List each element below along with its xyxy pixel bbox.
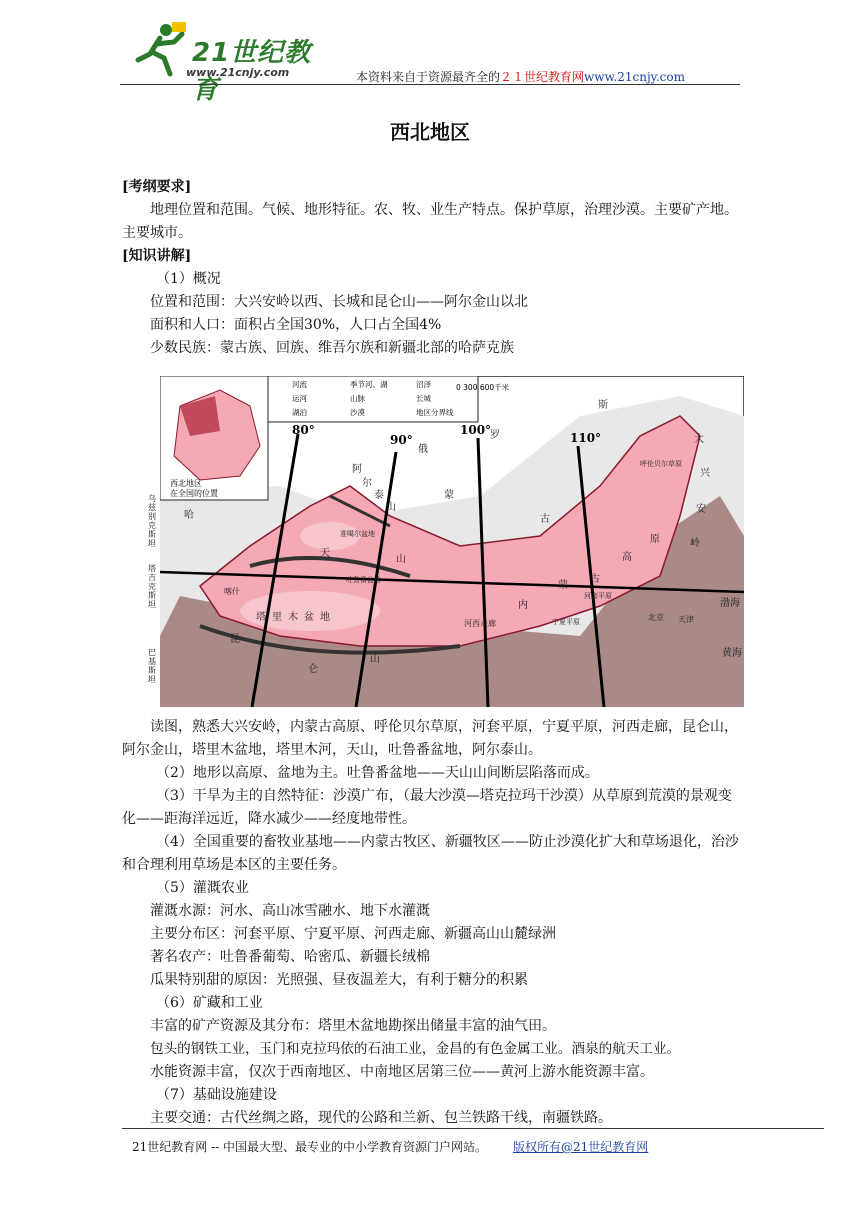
label-kunlun-2: 仑 xyxy=(308,664,318,675)
inset-caption-1: 西北地区 xyxy=(170,479,202,488)
label-turpan: 吐鲁番盆地 xyxy=(346,576,381,584)
inset-caption-2: 在全国的位置 xyxy=(170,489,218,498)
legend-desert: 沙漠 xyxy=(350,408,365,417)
paragraph-kaogang: 地理位置和范围。气候、地形特征。农、牧、业生产特点。保护草原，治理沙漠。主要矿产地。主要城市。 xyxy=(122,202,738,241)
label-dxal-4: 岭 xyxy=(690,538,700,549)
label-tarim-4: 盆 xyxy=(304,612,314,623)
side-label-uzbekistan: 乌兹别克斯坦 xyxy=(148,494,156,548)
paragraph-p2: （2）地形以高原、盆地为主。吐鲁番盆地——天山山间断层陷落而成。 xyxy=(156,765,599,781)
paragraph-p5d: 瓜果特别甜的原因：光照强、昼夜温差大，有利于糖分的积累 xyxy=(150,972,528,988)
label-junggar: 准噶尔盆地 xyxy=(340,530,375,538)
brand-logo xyxy=(130,20,330,105)
content-bottom xyxy=(122,716,742,1130)
label-huanghai: 黄海 xyxy=(722,648,742,659)
logo-text: 21世纪教育 xyxy=(192,38,312,105)
logo-url: www.21cnjy.com xyxy=(186,66,290,79)
northwest-region-map xyxy=(160,376,744,707)
label-dxal-3: 安 xyxy=(696,504,706,515)
legend-wall: 长城 xyxy=(416,394,431,403)
paragraph-p5c: 著名农产：吐鲁番葡萄、哈密瓜、新疆长绒棉 xyxy=(150,949,430,965)
label-tarim-5: 地 xyxy=(320,612,330,623)
runner-logo-icon xyxy=(130,20,190,80)
label-tianshan-1: 天 xyxy=(320,548,330,559)
label-bohai: 渤海 xyxy=(720,598,740,609)
section-heading-kaogang: [考纲要求] xyxy=(122,179,192,195)
paragraph-p6a: 丰富的矿产资源及其分布：塔里木盆地勘探出储量丰富的油气田。 xyxy=(150,1018,556,1034)
label-tarim-1: 塔 xyxy=(256,612,266,623)
label-altai-2: 尔 xyxy=(362,478,372,489)
footer-copyright-link[interactable]: 版权所有@21世纪教育网 xyxy=(513,1140,649,1154)
content-top xyxy=(122,176,742,360)
header-note-url[interactable]: www.21cnjy.com xyxy=(584,70,685,84)
label-ningxia: 宁夏平原 xyxy=(552,618,580,626)
longitude-label-90: 90° xyxy=(390,433,413,447)
footer-divider xyxy=(122,1128,824,1129)
label-hulun: 呼伦贝尔草原 xyxy=(640,460,682,468)
footer-left-text: 21世纪教育网 -- 中国最大型、最专业的中小学教育资源门户网站。 xyxy=(132,1140,488,1154)
side-label-tajikistan: 塔吉克斯坦 xyxy=(148,564,156,609)
paragraph-p1c: 少数民族：蒙古族、回族、维吾尔族和新疆北部的哈萨克族 xyxy=(150,340,514,356)
paragraph-p5: （5）灌溉农业 xyxy=(156,880,249,896)
header-note-brand: ２１世纪教育网 xyxy=(500,70,585,84)
page-footer xyxy=(132,1138,648,1155)
label-russia-1: 俄 xyxy=(418,444,428,455)
label-altai-3: 泰 xyxy=(374,490,384,501)
label-russia-3: 斯 xyxy=(598,400,608,411)
paragraph-p5b: 主要分布区：河套平原、宁夏平原、河西走廊、新疆高山山麓绿洲 xyxy=(150,926,556,942)
header-note-prefix: 本资料来自于资源最齐全的 xyxy=(356,70,501,84)
label-dxal-2: 兴 xyxy=(700,468,710,479)
label-kunlun-3: 山 xyxy=(370,654,380,665)
label-tianjin: 天津 xyxy=(678,615,694,624)
label-hetao: 河套平原 xyxy=(584,592,612,600)
paragraph-p4: （4）全国重要的畜牧业基地——内蒙古牧区、新疆牧区——防止沙漠化扩大和草场退化，治沙和合理利用草场是本区的主要任务。 xyxy=(122,834,739,873)
paragraph-p7: （7）基础设施建设 xyxy=(156,1087,277,1103)
longitude-label-100: 100° xyxy=(460,423,492,437)
label-mongolia-1: 蒙 xyxy=(444,490,454,501)
legend-scale: 0 300 600千米 xyxy=(456,383,510,392)
section-heading-zhishi: [知识讲解] xyxy=(122,248,192,264)
header-note xyxy=(356,68,685,85)
legend-river: 河流 xyxy=(292,380,307,389)
paragraph-p1b: 面积和人口：面积占全国30%，人口占全国4% xyxy=(150,317,442,333)
label-tianshan-2: 山 xyxy=(396,554,406,565)
legend-canal: 运河 xyxy=(292,394,307,403)
label-kunlun-1: 昆 xyxy=(230,634,240,645)
label-kashi: 喀什 xyxy=(224,587,240,596)
header-divider xyxy=(120,84,740,85)
paragraph-p7a: 主要交通：古代丝绸之路，现代的公路和兰新、包兰铁路干线，南疆铁路。 xyxy=(150,1110,612,1126)
label-russia-2: 罗 xyxy=(490,430,500,441)
longitude-label-80: 80° xyxy=(292,423,315,437)
label-beijing: 北京 xyxy=(648,613,664,622)
label-neimeng-2: 蒙 xyxy=(558,580,568,591)
paragraph-read-map: 读图，熟悉大兴安岭，内蒙古高原、呼伦贝尔草原，河套平原，宁夏平原，河西走廊，昆仑山，阿尔金山，塔里木盆地，塔里木河，天山，吐鲁番盆地，阿尔泰山。 xyxy=(122,719,738,758)
page-title: 西北地区 xyxy=(390,120,470,144)
longitude-label-110: 110° xyxy=(570,431,602,445)
label-tarim-2: 里 xyxy=(272,612,282,623)
paragraph-p5a: 灌溉水源：河水、高山冰雪融水、地下水灌溉 xyxy=(150,903,430,919)
paragraph-p6b: 包头的钢铁工业，玉门和克拉玛依的石油工业，金昌的有色金属工业。酒泉的航天工业。 xyxy=(150,1041,681,1057)
label-gaoyuan-2: 原 xyxy=(650,534,660,545)
paragraph-p1: （1）概况 xyxy=(156,271,221,287)
label-kazakh: 哈 xyxy=(184,510,194,521)
label-altai-4: 山 xyxy=(386,502,396,513)
paragraph-p3: （3）干旱为主的自然特征：沙漠广布，（最大沙漠—塔克拉玛干沙漠）从草原到荒漠的景观变化——距海洋远近，降水减少——经度地带性。 xyxy=(122,788,732,827)
label-hexi: 河西走廊 xyxy=(464,619,496,628)
label-altai-1: 阿 xyxy=(352,464,362,475)
label-dxal-1: 大 xyxy=(694,434,704,445)
label-neimeng-1: 内 xyxy=(518,600,528,611)
paragraph-p1a: 位置和范围：大兴安岭以西、长城和昆仑山——阿尔金山以北 xyxy=(150,294,528,310)
legend-lake: 湖泊 xyxy=(292,408,307,417)
page-header xyxy=(120,20,740,105)
label-tarim-3: 木 xyxy=(288,612,298,623)
label-neimeng-3: 古 xyxy=(590,574,600,585)
legend-swamp: 沼泽 xyxy=(416,380,431,389)
side-label-pakistan: 巴基斯坦 xyxy=(148,648,156,684)
label-mongolia-2: 古 xyxy=(540,514,550,525)
legend-mountain: 山脉 xyxy=(350,394,365,403)
legend-boundary: 地区分界线 xyxy=(416,408,454,417)
paragraph-p6: （6）矿藏和工业 xyxy=(156,995,263,1011)
paragraph-p6c: 水能资源丰富，仅次于西南地区、中南地区居第三位——黄河上游水能资源丰富。 xyxy=(150,1064,654,1080)
label-gaoyuan-1: 高 xyxy=(622,552,632,563)
legend-seasonal: 季节河、湖 xyxy=(350,380,388,389)
